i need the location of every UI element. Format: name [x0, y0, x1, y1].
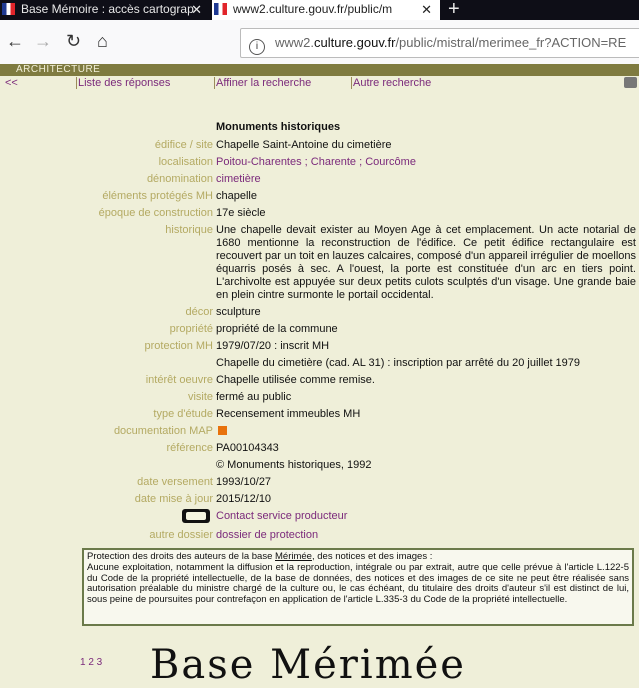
localisation-link[interactable]: Poitou-Charentes ; Charente ; Courcôme: [216, 156, 416, 168]
back-arrow-icon[interactable]: ←: [6, 31, 24, 51]
divider: [351, 77, 352, 89]
tab-title: www2.culture.gouv.fr/public/m: [233, 2, 393, 16]
field-label: historique: [165, 224, 213, 236]
field-value: sculpture: [216, 306, 261, 318]
back-link[interactable]: <<: [5, 77, 18, 89]
field-value: fermé au public: [216, 391, 292, 403]
protection-file-link[interactable]: dossier de protection: [216, 529, 319, 541]
field-value: 1993/10/27: [216, 476, 272, 488]
field-value: 1979/07/20 : inscrit MH: [216, 340, 330, 352]
divider: [76, 77, 77, 89]
favicon-icon: [2, 3, 15, 15]
tab-strip: [0, 0, 639, 20]
field-label: type d'étude: [153, 408, 213, 420]
field-value: 17e siècle: [216, 207, 266, 219]
denomination-link[interactable]: cimetière: [216, 173, 261, 185]
results-toolbar: [0, 76, 639, 90]
contact-service-link[interactable]: Contact service producteur: [216, 510, 348, 522]
copyright-title-text: Protection des droits des auteurs de la base: [87, 551, 276, 562]
url-domain: culture.gouv.fr: [314, 35, 396, 50]
address-bar[interactable]: [240, 28, 639, 58]
tab-title: Base Mémoire : accès cartograp: [21, 2, 194, 16]
new-tab-button[interactable]: +: [448, 0, 460, 20]
merimee-link[interactable]: Mérimée: [275, 551, 312, 562]
url-host: www2.: [275, 35, 315, 50]
results-list-link[interactable]: Liste des réponses: [78, 77, 171, 89]
field-label: éléments protégés MH: [102, 190, 213, 202]
field-value: © Monuments historiques, 1992: [216, 459, 372, 471]
field-label: localisation: [158, 156, 213, 168]
field-label: propriété: [169, 323, 213, 335]
field-value: Chapelle utilisée comme remise.: [216, 374, 375, 386]
field-value: propriété de la commune: [216, 323, 338, 335]
navigation-bar: [0, 20, 639, 65]
field-label: visite: [187, 391, 213, 403]
copyright-title-text: , des notices et des images :: [311, 551, 433, 562]
home-icon[interactable]: ⌂: [97, 31, 108, 51]
field-label: édifice / site: [154, 139, 213, 151]
print-icon[interactable]: [624, 77, 637, 88]
close-tab-icon[interactable]: ✕: [421, 2, 432, 17]
field-label: référence: [166, 442, 213, 454]
url-path: /public/mistral/merimee_fr?ACTION=RE: [395, 35, 627, 50]
field-label: intérêt oeuvre: [145, 374, 213, 386]
field-value: Recensement immeubles MH: [216, 408, 361, 420]
divider: [214, 77, 215, 89]
field-label: autre dossier: [149, 529, 213, 541]
tab-merimee[interactable]: [212, 0, 440, 20]
base-merimee-banner: Base Mérimée: [150, 642, 466, 688]
field-label: protection MH: [144, 340, 213, 352]
field-label: date versement: [137, 476, 213, 488]
close-tab-icon[interactable]: ✕: [191, 2, 202, 17]
field-label: dénomination: [146, 173, 213, 185]
tab-base-memoire[interactable]: [0, 0, 210, 20]
forward-arrow-icon[interactable]: →: [34, 31, 52, 51]
field-value: Chapelle Saint-Antoine du cimetière: [216, 139, 392, 151]
map-documentation-icon[interactable]: [218, 426, 227, 435]
copyright-notice: [82, 548, 634, 626]
field-value: chapelle: [216, 190, 257, 202]
field-label: documentation MAP: [113, 425, 213, 437]
field-label: décor: [185, 306, 213, 318]
reload-icon[interactable]: ↻: [66, 31, 82, 51]
copyright-body: Aucune exploitation, notamment la diffusion et la reproduction, intégrale ou par extrait, autre que celle prévue à l'article L.122-5 du Code de la propriété intellectuelle, de la base de données, des notices et des images de ce site ne peut être réalisée sans autorisation préalable du ministre chargé de la culture ou, le cas échéant, du titulaire des droits d'auteur s'il est distinct de lui, sous peine de poursuites pour contrefaçon en application de l'article L.335-3 du Code de la propriété intellectuelle.: [87, 561, 629, 606]
field-label: date mise à jour: [134, 493, 213, 505]
field-value: Une chapelle devait exister au Moyen Age à cet emplacement. Un acte notarial de 1680 mentionne la reconstruction de l'édifice. Ce petit édifice rectangulaire est recouvert par un toit en lauzes calcaires, composé d'un appareil irrégulier de moellons équarris posés à sec. A l'ouest, la porte est constituée d'un arc en tiers point. L'archivolte est appuyée sur deux petits culots sculptés d'un visage. Une grande baie en plein cintre surmonte le portail occidental.: [216, 224, 636, 301]
site-info-icon[interactable]: i: [249, 39, 265, 55]
pagination[interactable]: 1 2 3: [80, 657, 103, 668]
field-value: PA00104343: [216, 442, 279, 454]
refine-search-link[interactable]: Affiner la recherche: [216, 77, 312, 89]
field-label: époque de construction: [98, 207, 213, 219]
field-value: 2015/12/10: [216, 493, 272, 505]
field-value: Chapelle du cimetière (cad. AL 31) : inscription par arrêté du 20 juillet 1979: [216, 357, 581, 369]
favicon-icon: [214, 3, 227, 15]
section-banner: [0, 64, 639, 76]
contact-hand-icon[interactable]: [182, 509, 210, 523]
section-label: ARCHITECTURE: [16, 64, 101, 75]
new-search-link[interactable]: Autre recherche: [353, 77, 432, 89]
record-heading: Monuments historiques: [216, 121, 341, 133]
